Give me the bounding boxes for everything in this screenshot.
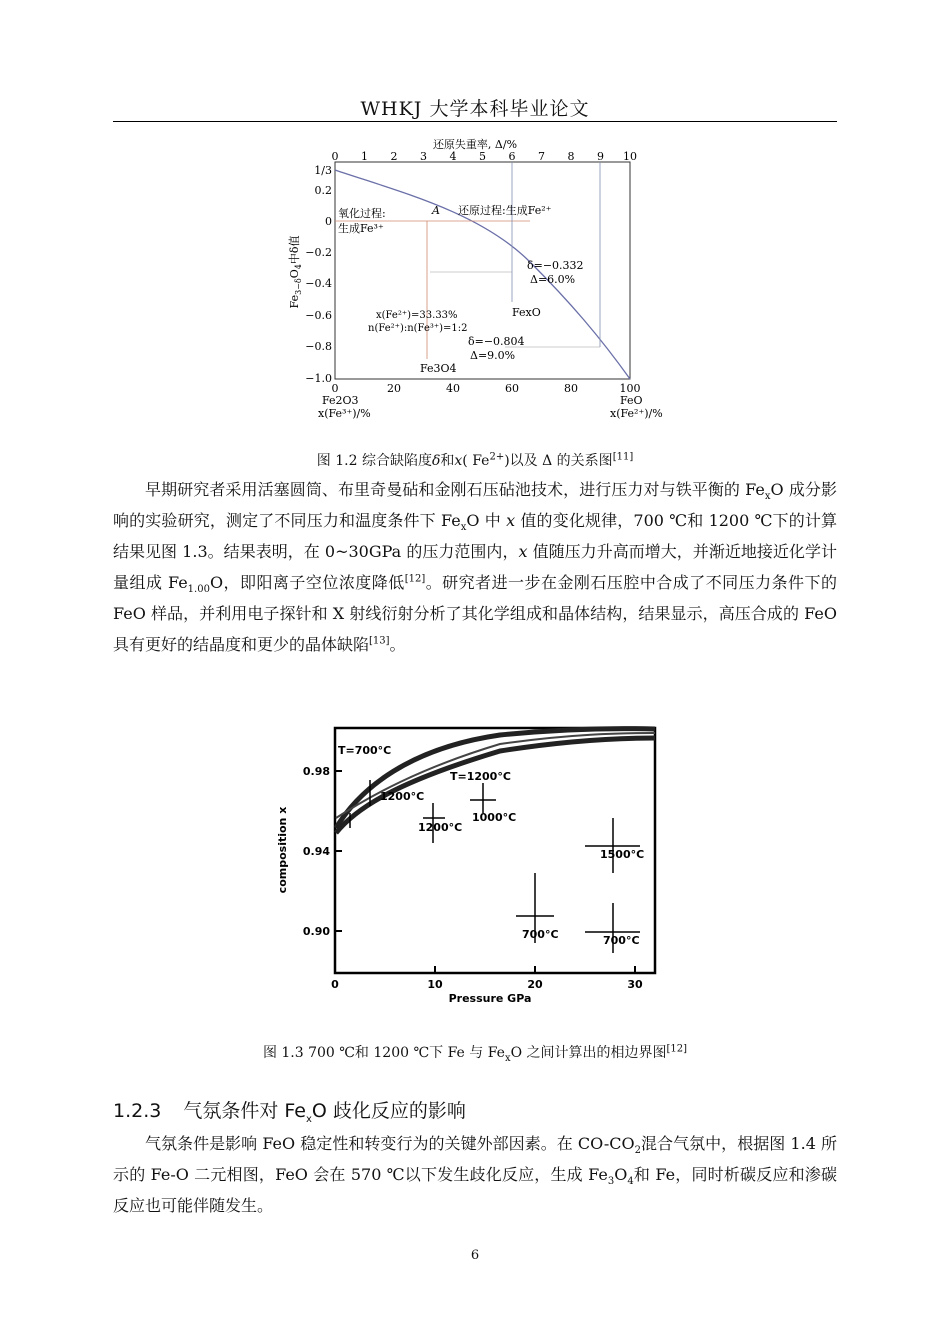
fig13-x-tick: 0	[331, 978, 339, 991]
page-header-title: WHKJ 大学本科毕业论文	[360, 98, 590, 120]
fig13-y-axis-label: composition x	[276, 806, 289, 894]
fig12-top-tick: 6	[508, 150, 516, 163]
fig13-y-tick: 0.90	[302, 925, 330, 938]
fig13-point-1000: 1000°C	[472, 811, 517, 824]
fig12-top-tick: 1	[361, 150, 368, 163]
fig12-top-tick: 5	[479, 150, 486, 163]
fig12-top-tick: 8	[567, 150, 575, 163]
fig12-top-tick: 7	[538, 150, 545, 163]
fig12-ann-x: x(Fe²⁺)=33.33%	[376, 310, 458, 321]
fig12-right-end-2: x(Fe²⁺)/%	[610, 407, 663, 420]
fig12-top-ticks	[332, 150, 638, 163]
fig12-ann-oxidation-2: 生成Fe³⁺	[338, 222, 384, 235]
figure-1-3-caption: 图 1.3 700 ℃和 1200 ℃下 Fe 与 $Fe_xO$ 之间计算出的相边界图[12]	[262, 1043, 688, 1064]
fig12-bottom-tick: 20	[387, 382, 401, 395]
fig13-y-tick: 0.98	[302, 765, 330, 778]
fig12-top-tick: 2	[390, 150, 398, 163]
fig12-left-tick: −1.0	[305, 372, 332, 385]
fig12-bottom-tick: 80	[564, 382, 578, 395]
fig13-point-700b: 700°C	[603, 934, 640, 947]
fig12-top-tick: 9	[597, 150, 604, 163]
figure-1-2-caption: 图 1.2 综合缺陷度δ和x( $Fe^{2+}$)以及 Δ 的关系图[11]	[316, 451, 634, 469]
fig13-x-axis-label: Pressure GPa	[448, 992, 532, 1005]
section-heading: 1.2.3 气氛条件对 $Fe_xO$ 歧化反应的影响	[113, 1100, 466, 1125]
fig12-left-tick: −0.8	[305, 340, 332, 353]
fig12-bottom-ticks	[332, 382, 641, 395]
fig12-left-tick: 0	[325, 215, 332, 228]
fig12-left-tick: −0.4	[305, 277, 332, 290]
fig13-point-1500: 1500°C	[600, 848, 645, 861]
fig12-left-end-2: x(Fe³⁺)/%	[318, 407, 371, 420]
fig12-left-tick: 1/3	[314, 164, 332, 177]
fig13-point-1200a: 1200°C	[380, 790, 425, 803]
fig12-bottom-tick: 100	[619, 382, 641, 395]
paragraph-1: 早期研究者采用活塞圆筒、布里奇曼砧和金刚石压砧池技术，进行压力对与铁平衡的 $Fe_xO$ 成分影响的实验研究，测定了不同压力和温度条件下 $Fe_xO$ 中 x 值的变化规律，700 ℃和 1200 ℃下的计算结果见图 1.3。结果表明，在 0~30GPa 的压力范围内，x 值随压力升高而增大，并渐近地接近化学计量组成 $Fe_{1.00}O$，即阳离子空位浓度降低[12]。研究者进一步在金刚石压腔中合成了不同压力条件下的 FeO 样品，并利用电子探针和 X 射线衍射分析了其化学组成和晶体结构，结果显示，高压合成的 FeO 具有更好的结晶度和更少的晶体缺陷[13]。	[113, 480, 837, 654]
fig12-ann-Delta1: Δ=6.0%	[530, 273, 576, 286]
fig12-ann-oxidation: 氧化过程:	[338, 207, 386, 220]
fig12-bottom-tick: 0	[331, 382, 339, 395]
fig12-ann-Delta2: Δ=9.0%	[470, 349, 516, 362]
fig13-label-1200: T=1200°C	[450, 770, 511, 783]
fig12-top-tick: 4	[449, 150, 457, 163]
fig12-y-axis-label: $Fe_{3-\delta}O_4$中δ值	[288, 235, 303, 309]
fig13-y-ticks	[303, 765, 330, 938]
fig13-y-tick: 0.94	[302, 845, 330, 858]
fig12-top-tick: 10	[623, 150, 637, 163]
fig12-left-tick: −0.2	[305, 246, 332, 259]
fig13-x-tick: 30	[627, 978, 643, 991]
fig12-left-ticks	[305, 164, 332, 385]
fig12-top-tick: 3	[420, 150, 427, 163]
fig13-x-tick: 10	[427, 978, 443, 991]
fig12-bottom-tick: 60	[505, 382, 519, 395]
fig12-ann-delta1: δ=−0.332	[527, 259, 584, 272]
fig13-x-tick: 20	[527, 978, 543, 991]
fig12-left-end-1: Fe2O3	[322, 394, 359, 407]
paragraph-2: 气氛条件是影响 FeO 稳定性和转变行为的关键外部因素。在 $CO-CO_2$混合气氛中，根据图 1.4 所示的 Fe-O 二元相图，FeO 会在 570 ℃以下发生歧化反应，生成 $Fe_3O_4$和 Fe，同时析碳反应和渗碳反应也可能伴随发生。	[113, 1134, 837, 1215]
fig12-ann-FexO: FexO	[512, 306, 541, 319]
fig12-annotations	[318, 203, 663, 420]
fig12-ann-A: A	[432, 204, 440, 217]
fig12-ann-delta2: δ=−0.804	[468, 335, 525, 348]
fig13-error-bars	[350, 780, 640, 953]
fig13-label-700: T=700°C	[338, 744, 392, 757]
fig12-bottom-tick: 40	[446, 382, 460, 395]
fig12-ann-Fe3O4: Fe3O4	[420, 362, 457, 375]
fig12-ann-reduction: 还原过程:生成Fe²⁺	[458, 204, 552, 217]
fig12-ann-ratio: n(Fe²⁺):n(Fe³⁺)=1:2	[368, 323, 468, 334]
fig12-top-tick: 0	[331, 150, 339, 163]
fig12-left-tick: −0.6	[305, 309, 332, 322]
page-number: 6	[470, 1248, 480, 1263]
figure-1-3	[270, 718, 670, 1018]
fig12-left-tick: 0.2	[314, 184, 332, 197]
header-rule	[113, 121, 837, 122]
fig12-right-end-1: FeO	[620, 394, 643, 407]
fig13-point-1200b: 1200°C	[418, 821, 463, 834]
fig13-point-700a: 700°C	[522, 928, 559, 941]
fig12-top-axis-label: 还原失重率, Δ/%	[432, 138, 518, 151]
figure-1-2	[280, 132, 670, 432]
fig13-x-ticks	[331, 978, 643, 991]
